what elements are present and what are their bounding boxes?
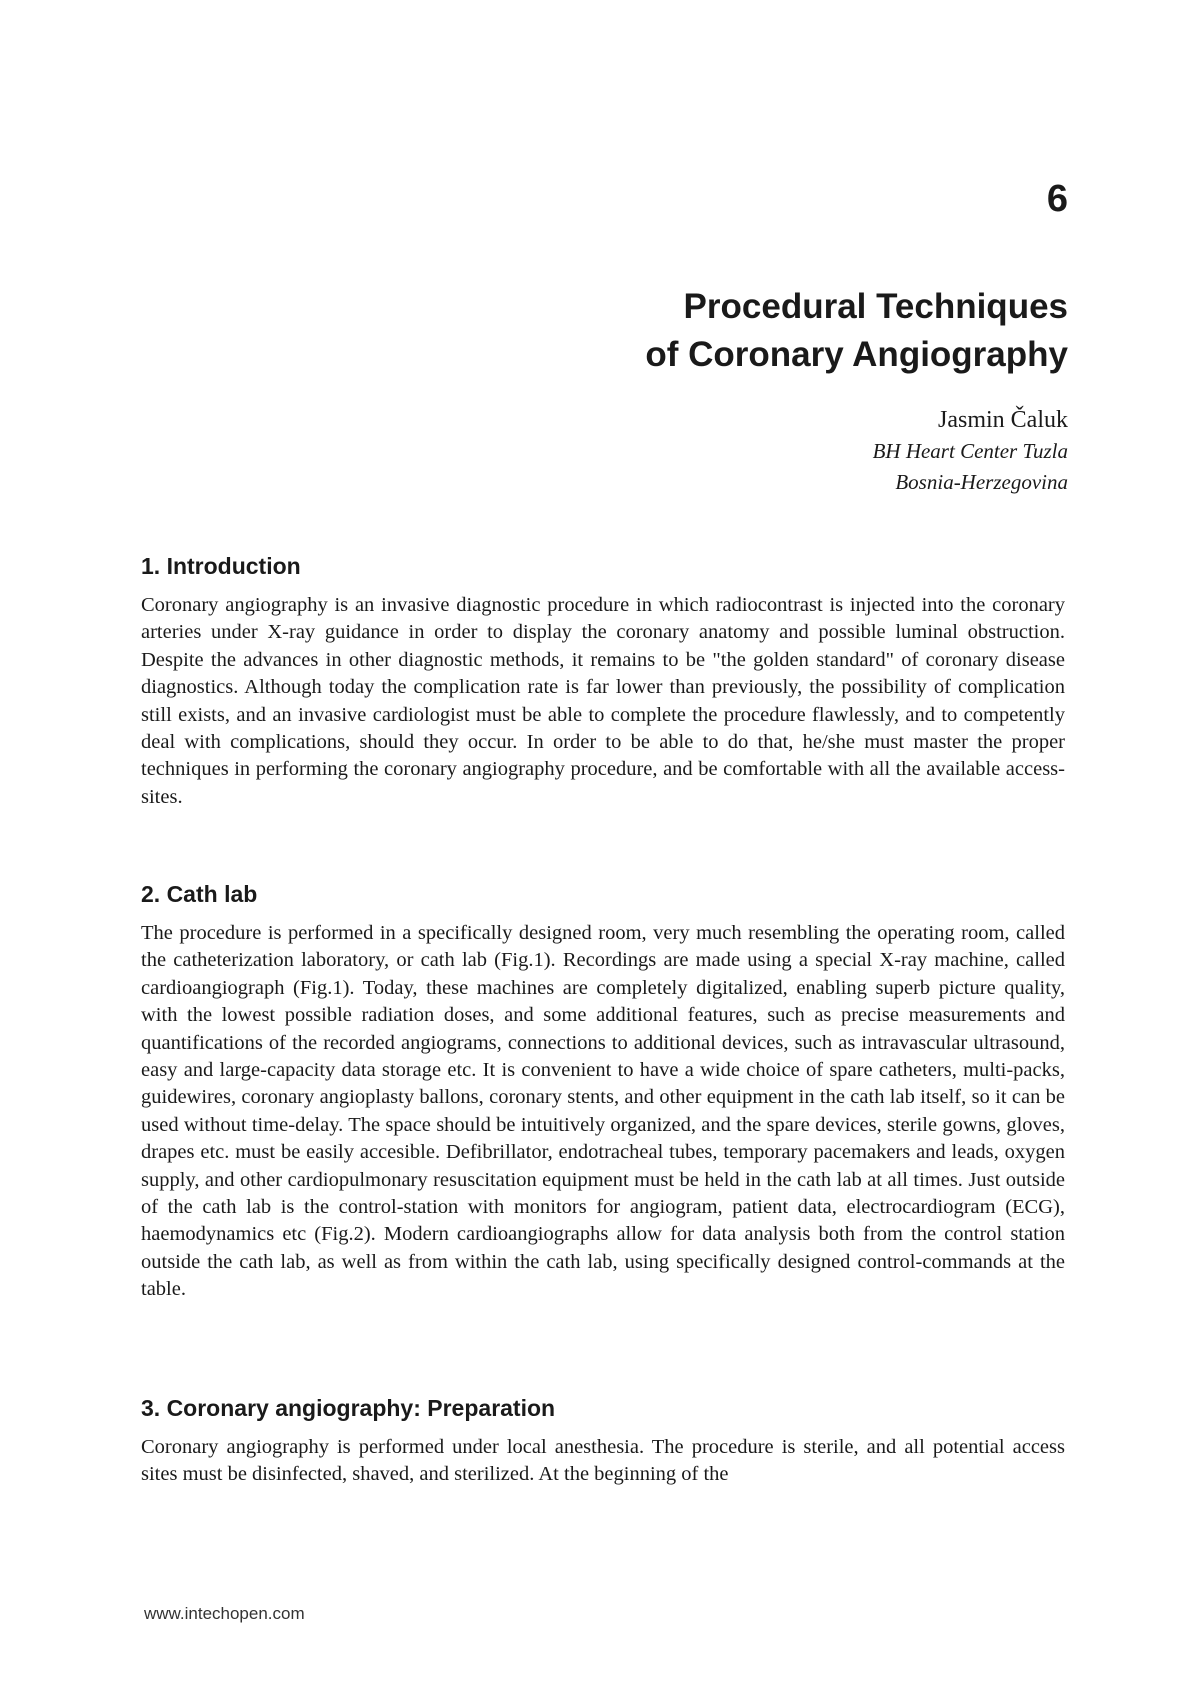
chapter-title-line-2: of Coronary Angiography <box>645 335 1068 374</box>
chapter-title-line-1: Procedural Techniques <box>683 287 1068 326</box>
section-paragraph: The procedure is performed in a specifically designed room, very much resembling the operating room, called the catheterization laboratory, or cath lab (Fig.1). Recordings are made using a special X-ray machine, called cardioangiograph (Fig.1). Today, these machines are completely digitalized, enabling superb picture quality, with the lowest possible radiation doses, and some additional features, such as precise measurements and quantifications of the recorded angiograms, connections to additional devices, such as intravascular ultrasound, easy and large-capacity data storage etc. It is convenient to have a wide choice of spare catheters, multi-packs, guidewires, coronary angioplasty ballons, coronary stents, and other equipment in the cath lab itself, so it can be used without time-delay. The space should be intuitively organized, and the spare devices, sterile gowns, gloves, drapes etc. must be easily accesible. Defibrillator, endotracheal tubes, temporary pacemakers and leads, oxygen supply, and other cardiopulmonary resuscitation equipment must be held in the cath lab at all times. Just outside of the cath lab is the control-station with monitors for angiogram, patient data, electrocardiogram (ECG), haemodynamics etc (Fig.2). Modern cardioangiographs allow for data analysis both from the control station outside the cath lab, as well as from within the cath lab, using specifically designed control-commands at the table. <box>141 922 1065 1301</box>
author-name: Jasmin Čaluk <box>938 407 1068 433</box>
section-cath-lab <box>141 880 1065 1304</box>
author-block <box>873 405 1068 498</box>
chapter-title <box>645 283 1068 379</box>
section-heading: 3. Coronary angiography: Preparation <box>141 1395 556 1421</box>
section-preparation <box>141 1394 1065 1489</box>
section-paragraph: Coronary angiography is performed under local anesthesia. The procedure is sterile, and all potential access sites must be disinfected, shaved, and sterilized. At the beginning of the <box>141 1436 1065 1486</box>
footer-url: www.intechopen.com <box>144 1604 305 1623</box>
section-paragraph: Coronary angiography is an invasive diagnostic procedure in which radiocontrast is injected into the coronary arteries under X-ray guidance in order to display the coronary anatomy and possible luminal obstruction. Despite the advances in other diagnostic methods, it remains to be "the golden standard" of coronary disease diagnostics. Although today the complication rate is far lower than previously, the possibility of complication still exists, and an invasive cardiologist must be able to complete the procedure flawlessly, and to competently deal with complications, should they occur. In order to be able to do that, he/she must master the proper techniques in performing the coronary angiography procedure, and be comfortable with all the available access-sites. <box>141 594 1065 808</box>
section-heading: 1. Introduction <box>141 553 301 579</box>
author-affiliation-country: Bosnia-Herzegovina <box>895 470 1068 494</box>
chapter-number: 6 <box>1046 178 1068 220</box>
author-affiliation-institution: BH Heart Center Tuzla <box>872 439 1068 463</box>
section-introduction <box>141 552 1065 811</box>
section-heading: 2. Cath lab <box>141 881 258 907</box>
